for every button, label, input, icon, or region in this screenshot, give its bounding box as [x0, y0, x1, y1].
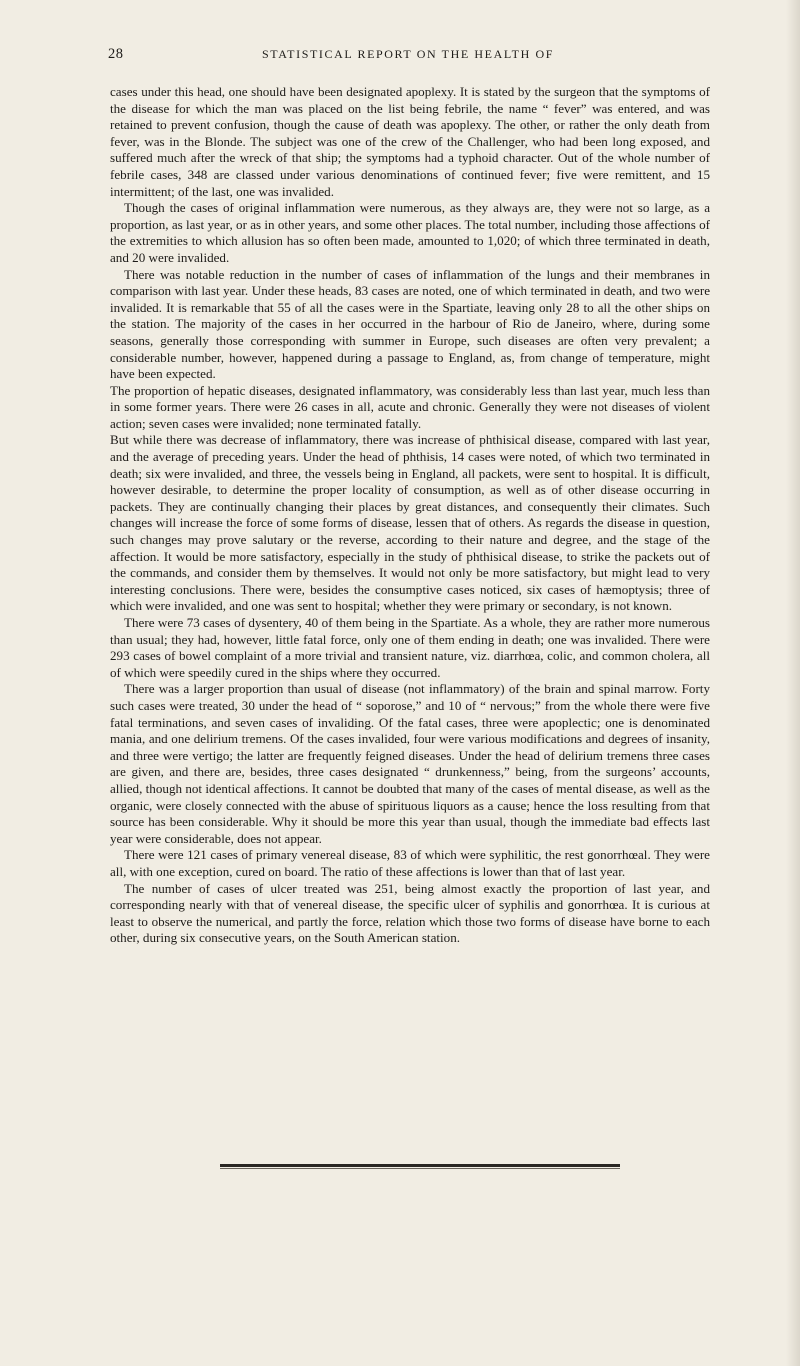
page-edge-shadow — [786, 0, 800, 1366]
body-text — [110, 84, 710, 947]
paragraph-dysentery: There were 73 cases of dysentery, 40 of them being in the Spartiate. As a whole, they are rather more numerous than usual; they had, however, little fatal force, only one of them ending in death; one was invalided. There were 293 cases of bowel complaint of a more trivial and transient nature, viz. diarrhœa, colic, and common cholera, all of which were speedily cured in the ships where they occurred. — [110, 615, 710, 680]
end-rule — [220, 1164, 620, 1167]
end-rule-thin — [220, 1168, 620, 1169]
paragraph-fever: cases under this head, one should have been designated apoplexy. It is stated by the surgeon that the symptoms of the disease for which the man was placed on the list being febrile, the name “ fever” was entered, and was retained to prevent confusion, though the cause of death was apoplexy. The other, or rather the only death from fever, was in the Blonde. The subject was one of the crew of the Challenger, who had been long exposed, and suffered much after the wreck of that ship; the symptoms had a typhoid character. Out of the whole number of febrile cases, 348 are classed under various denominations of continued fever; five were remittent, and 15 intermittent; of the last, one was invalided. — [110, 84, 710, 199]
paragraph-hepatic: The proportion of hepatic diseases, designated inflammatory, was considerably less than last year, much less than in some former years. There were 26 cases in all, acute and chronic. Generally they were not diseases of violent action; seven cases were invalided; none terminated fatally. — [110, 382, 710, 431]
paragraph-venereal: There were 121 cases of primary venereal disease, 83 of which were syphilitic, the rest gonorrhœal. They were all, with one exception, cured on board. The ratio of these affections is lower than that of last year. — [110, 847, 710, 879]
page-header — [108, 46, 708, 68]
paragraph-ulcer: The number of cases of ulcer treated was 251, being almost exactly the proportion of last year, and corresponding nearly with that of venereal disease, the specific ulcer of syphilis and gonorrhœa. It is curious at least to observe the numerical, and partly the force, relation which those two forms of disease have borne to each other, during six consecutive years, on the South American station. — [110, 880, 710, 946]
paragraph-phthisis: But while there was decrease of inflammatory, there was increase of phthisical disease, compared with last year, and the average of preceding years. Under the head of phthisis, 14 cases were noted, of which two terminated in death; six were invalided, and three, the vessels being in England, all packets, were sent to hospital. It is difficult, however desirable, to determine the proper locality of consumption, as well as of other disease occurring in packets. They are continually changing their places by great distances, and consequently their climates. Such changes will increase the force of some forms of disease, lessen that of others. As regards the disease in question, such changes may prove salutary or the reverse, according to their nature and degree, and the stage of the affection. It would be more satisfactory, especially in the study of phthisical disease, to strike the packets out of the commands, and consider them by themselves. It would not only be more satisfactory, but might lead to very interesting conclusions. There were, besides the consumptive cases noticed, six cases of hæmoptysis; three of which were invalided, and one was sent to hospital; whether they were primary or secondary, is not known. — [110, 432, 710, 614]
paragraph-brain: There was a larger proportion than usual of disease (not inflammatory) of the brain and spinal marrow. Forty such cases were treated, 30 under the head of “ soporose,” and 10 of “ nervous;” from the whole there were five fatal terminations, and seven cases of invaliding. Of the fatal cases, three were apoplectic; one is denominated mania, and one delirium tremens. Of the cases invalided, four were various modifications and degrees of insanity, and three were vertigo; the latter are frequently feigned diseases. Under the head of delirium tremens three cases are given, and there are, besides, three cases designated “ drunkenness,” being, from the surgeons’ accounts, allied, though not identical affections. It cannot be doubted that many of the cases of mental disease, as well as the organic, were closely connected with the abuse of spirituous liquors as a cause; hence the loss resulting from that source has been considerable. Why it should be more this year than usual, though the immediate bad effects last year were considerable, does not appear. — [110, 681, 710, 846]
paragraph-inflammation: Though the cases of original inflammation were numerous, as they always are, they were not so large, as a proportion, as last year, or as in other years, and some other places. The total number, including those affections of the extremities to which allusion has so often been made, amounted to 1,020; of which three terminated in death, and 20 were invalided. — [110, 200, 710, 265]
paragraph-lungs: There was notable reduction in the number of cases of inflammation of the lungs and their membranes in comparison with last year. Under these heads, 83 cases are noted, one of which terminated in death, and two were invalided. It is remarkable that 55 of all the cases were in the Spartiate, leaving only 28 to all the other ships on the station. The majority of the cases in her occurred in the harbour of Rio de Janeiro, where, during some seasons, generally those corresponding with summer in Europe, such diseases are often very prevalent; a considerable number, however, happened during a passage to England, as, from change of temperature, might have been expected. — [110, 266, 710, 382]
running-head: STATISTICAL REPORT ON THE HEALTH OF — [262, 47, 554, 61]
page-number: 28 — [108, 46, 124, 62]
